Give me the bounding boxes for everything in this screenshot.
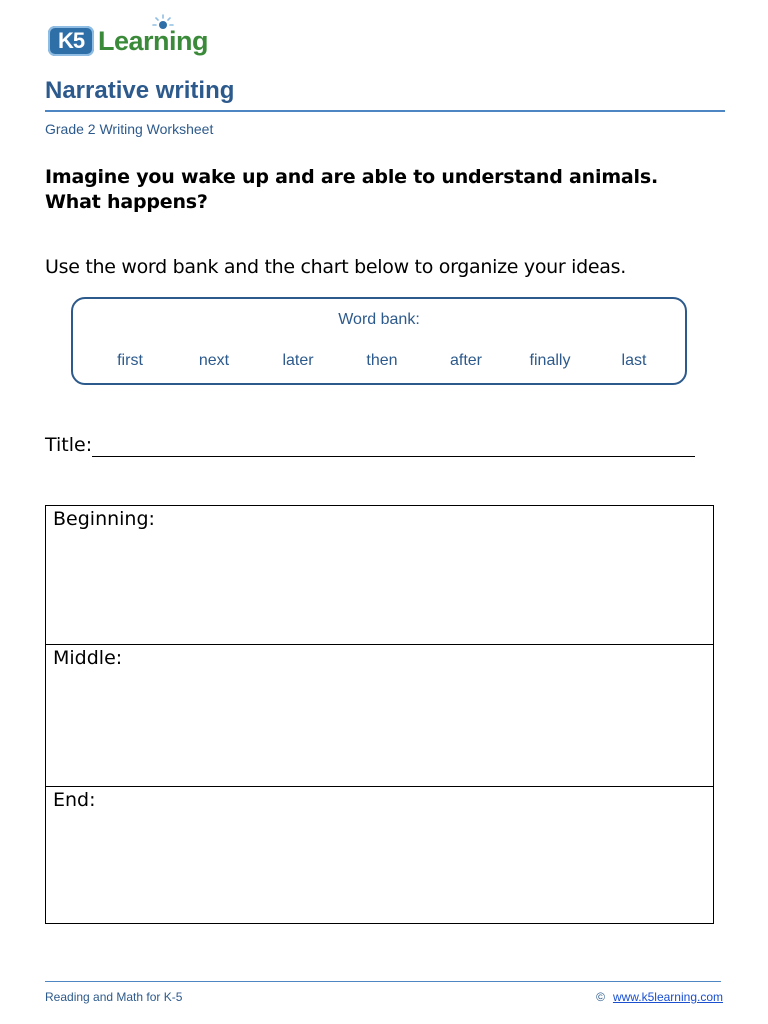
- footer-credit: [596, 990, 723, 1004]
- story-title-field[interactable]: [45, 434, 695, 458]
- copyright-symbol: ©: [596, 990, 605, 1004]
- instruction-text: Use the word bank and the chart below to organize your ideas.: [45, 256, 626, 278]
- section-beginning[interactable]: [46, 506, 713, 644]
- page-subtitle: Grade 2 Writing Worksheet: [45, 121, 214, 137]
- word-bank-word: finally: [529, 352, 571, 369]
- word-bank-word: next: [198, 352, 230, 369]
- word-bank-title: Word bank:: [338, 311, 420, 328]
- footer-tagline: Reading and Math for K-5: [45, 990, 183, 1004]
- word-bank-list: [73, 352, 685, 372]
- section-middle[interactable]: [46, 644, 713, 786]
- section-end-label: End:: [53, 789, 96, 811]
- writing-prompt: Imagine you wake up and are able to understand animals. What happens?: [45, 166, 658, 213]
- page-title: Narrative writing: [45, 77, 235, 104]
- logo-wordmark: Learning: [98, 26, 209, 56]
- word-bank-word: later: [282, 352, 314, 369]
- word-bank-word: first: [117, 352, 143, 369]
- story-organizer-chart: [45, 505, 714, 924]
- title-divider: [45, 110, 725, 112]
- section-middle-label: Middle:: [53, 647, 123, 669]
- word-bank-box: [71, 297, 687, 385]
- section-beginning-label: Beginning:: [53, 508, 155, 530]
- word-bank-word: after: [449, 352, 482, 369]
- k5-learning-logo: [48, 14, 218, 62]
- story-title-label: Title:: [45, 434, 93, 456]
- word-bank-word: last: [621, 352, 647, 369]
- footer-website-link[interactable]: www.k5learning.com: [612, 990, 723, 1004]
- logo-badge: K5: [48, 26, 94, 56]
- story-title-line[interactable]: [92, 456, 695, 457]
- footer-divider: [45, 981, 721, 982]
- section-end[interactable]: [46, 786, 713, 923]
- word-bank-word: then: [366, 352, 398, 369]
